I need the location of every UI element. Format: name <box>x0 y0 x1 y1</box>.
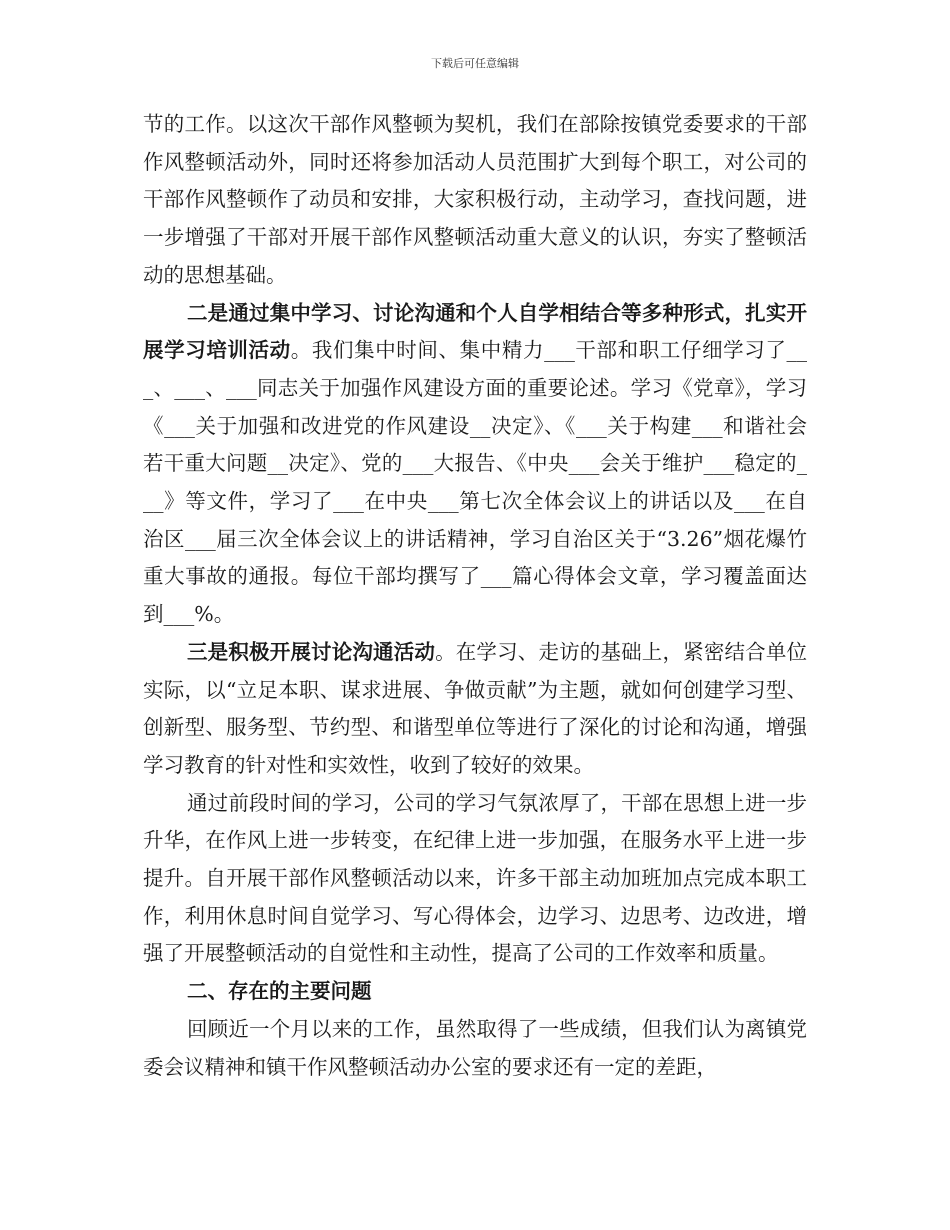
paragraph-review: 回顾近一个月以来的工作，虽然取得了一些成绩，但我们认为离镇党委会议精神和镇干作风整顿活动办公室的要求还有一定的差距， <box>143 1016 807 1079</box>
paragraph-continuation: 节的工作。以这次干部作风整顿为契机，我们在部除按镇党委要求的干部作风整顿活动外，同时还将参加活动人员范围扩大到每个职工，对公司的干部作风整顿作了动员和安排，大家积极行动，主动学习，查找问题，进一步增强了干部对开展干部作风整顿活动重大意义的认识，夯实了整顿活动的思想基础。 <box>143 112 807 287</box>
page-header-note: 下载后可任意编辑 <box>431 57 519 70</box>
section-heading-main-problems: 二、存在的主要问题 <box>187 979 372 1004</box>
point-two-heading: 二是通过集中学习、讨论沟通和个人自学相结合等多种形式，扎实开展学习培训活动 <box>143 300 807 363</box>
paragraph-point-three <box>143 634 807 785</box>
document-body <box>143 106 807 1086</box>
paragraph-point-two <box>143 295 807 634</box>
point-three-body: 。在学习、走访的基础上，紧密结合单位实际，以“立足本职、谋求进展、争做贡献”为主题，就如何创建学习型、创新型、服务型、节约型、和谐型单位等进行了深化的讨论和沟通，增强学习教育的针对性和实效性，收到了较好的效果。 <box>143 639 808 777</box>
point-two-body: 。我们集中时间、集中精力___干部和职工仔细学习了___、___、___同志关于加强作风建设方面的重要论述。学习《党章》，学习《___关于加强和改进党的作风建设__决定》、《___关于构建___和谐社会若干重大问题__决定》、党的___大报告、《中央___会关于维护___稳定的___》等文件，学习了___在中央___第七次全体会议上的讲话以及___在自治区___届三次全体会议上的讲话精神，学习自治区关于“3.26”烟花爆竹重大事故的通报。每位干部均撰写了___篇心得体会文章，学习覆盖面达到___%。 <box>143 338 808 627</box>
paragraph-summary: 通过前段时间的学习，公司的学习气氛浓厚了，干部在思想上进一步升华，在作风上进一步转变，在纪律上进一步加强，在服务水平上进一步提升。自开展干部作风整顿活动以来，许多干部主动加班加点完成本职工作，利用休息时间自觉学习、写心得体会，边学习、边思考、边改进，增强了开展整顿活动的自觉性和主动性，提高了公司的工作效率和质量。 <box>143 790 807 966</box>
point-three-heading: 三是积极开展讨论沟通活动 <box>187 639 436 664</box>
